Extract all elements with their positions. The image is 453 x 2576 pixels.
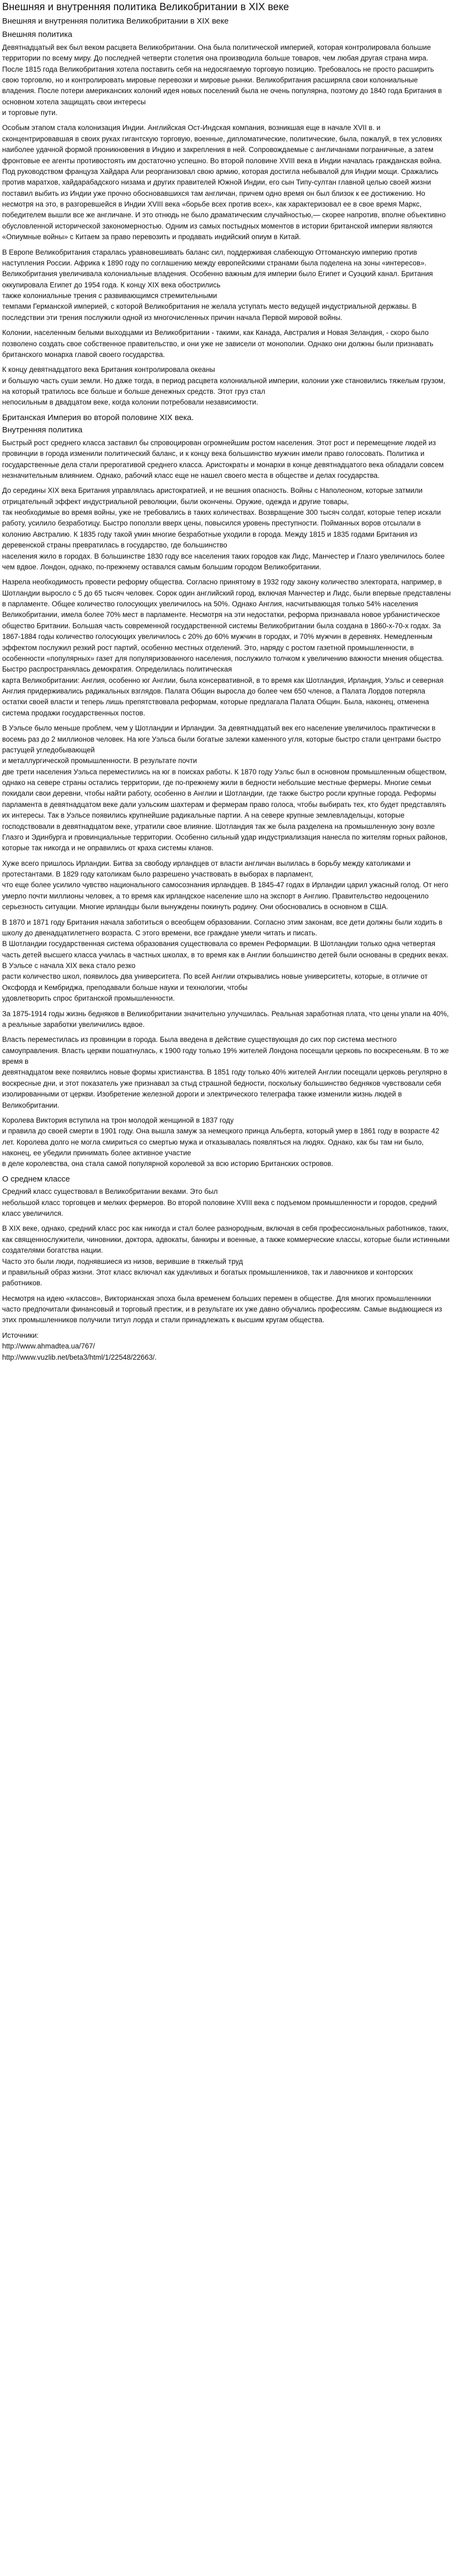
section-heading: Внутренняя политика [2,425,83,435]
paragraph: К концу девятнадцатого века Британия контролировала океаны и большую часть суши земли. Но даже тогда, в период расцвета колониальной империи, колонии уже становились тяжелым грузом, на который тратилось все больше и больше денежных средств. Этот груз стал непосильным в двадцатом веке, когда колонии потребовали независимости. [2,365,446,407]
paragraph: За 1875-1914 годы жизнь бедняков в Великобритании значительно улучшилась. Реальная заработная плата, что цены упали на 40%, а реальные заработки увеличились вдвое. [2,1009,449,1028]
paragraph: В Уэльсе было меньше проблем, чем у Шотландии и Ирландии. За девятнадцатый век его население увеличилось практически в восемь раз до 2 миллионов человек. На юге Уэльса были богатые залежи каменного угля, которые быстро стали центрами быстро растущей угледобывающей и металлургической промышленности. В результате почти две трети населения Уэльса переместились на юг в поисках работы. К 1870 году Уэльс был в основном промышленным обществом, однако на севере страны остались территории, где по-прежнему жили в бедности небольшие местные фермеры. Многие семьи покидали свои деревни, чтобы найти работу, особенно в Англии и Шотландии, где также быстро росли крупные города. Реформы парламента в девятнадцатом веке дали уэльским шахтерам и фермерам право голоса, чтобы выбирать тех, кто будет представлять их интересы. Так в Уэльсе появились крупнейшие радикальные партии. А на севере крупные землевладельцы, которые господствовали в девятнадцатом веке, утратили свое влияние. Шотландия так же была разделена на промышленную зону возле Глазго и Эдинбурга и провинциальные территории. Особенно сильный удар индустриализация нанесла по жителям горных районов, которые так никогда и не оправились от краха системы кланов. [2,724,448,852]
paragraph: Хуже всего пришлось Ирландии. Битва за свободу ирландцев от власти англичан вылилась в борьбу между католиками и протестантами. В 1829 году католикам было разрешено участвовать в выборах в парламент, что еще более усилило чувство национального самосознания ирландцев. В 1845-47 годах в Ирландии царил ужасный голод. От него умерло почти миллионы человек, а то время как ирландское население шло на экспорт в Англию. Правительство недооценило серьезность ситуации. Многие ирландцы были вынуждены покинуть родину. Они обосновались в основном в США. [2,859,449,911]
paragraph: Власть переместилась из провинции в города. Была введена в действие существующая до сих пор система местного самоуправления. Власть церкви пошатнулась, к 1900 году только 19% жителей Лондона посещали церковь по воскресеньям. В то же время в девятнадцатом веке появились новые формы христианства. В 1851 году только 40% жителей Англии посещали церковь регулярно в воскресные дни, и этот показатель уже признавал за стыд страшной бедности, поскольку большинство бедняков чувствовали себя изолированными от церкви. Изобретение железной дороги и электрического телеграфа также изменили жизнь людей в Великобритании. [2,1035,449,1109]
paragraph: В XIX веке, однако, средний класс рос как никогда и стал более разнородным, включая в себя профессиональных работников, таких, как священнослужители, чиновники, доктора, адвокаты, банкиры и военные, а также коммерческие классы, которые были истинными создателями богатства нации. Часто это были люди, поднявшиеся из низов, верившие в тяжелый труд и правильный образ жизни. Этот класс включал как удачливых и богатых промышленников, так и лавочников и конторских работников. [2,1224,450,1287]
section-domestic-policy [2,425,451,1170]
paragraph: Несмотря на идею «классов», Викторианская эпоха была временем больших перемен в обществе. Для многих промышленники часто предпочитали финансовый и торговый престиж, и в результате их уже давно обучались профессиям. Самые выдающиеся из этих промышленников получили титул лорда и стали принадлежать к высшим кругам общества. [2,1294,442,1324]
section-heading: О среднем классе [2,1174,70,1184]
paragraph: Средний класс существовал в Великобритании веками. Это был небольшой класс торговцев и мелких фермеров. Во второй половине XVIII века с подъемом промышленности и городов, средний класс увеличился. [2,1187,437,1217]
sources-block [2,1330,451,1363]
section-middle-class [2,1174,451,1326]
paragraph: Особым этапом стала колонизация Индии. Английская Ост-Индская компания, возникшая еще в начале XVII в. и сконцентрировавшая в своих руках гигантскую торговую, военные, дипломатические, политические, была, пожалуй, в тех условиях наиболее удачной формой проникновения в Индию и закрепления в ней. Сопровождаемые с англичанами пограничные, а затем фронтовые ее агенты противостоять им достаточно успешно. Во второй половине XVIII века в Индии началась гражданская война. Под руководством француза Хайдара Али реорганизовал свою армию, которая достигла небывалой для Индии мощи. Сражались против маратхов, хайдарабадского низама и других правителей Южной Индии, его сын Типу-султан главной целью своей жизни поставил выбить из Индии уже прочно обосновавшихся там англичан, причем одно время он был близок к ее достижению. Но несмотря на это, в разгоревшейся в Индии XVIII века «борьбе всех против всех», как характеризовал ее в свое время Маркс, победителем вышли все же англичане. И это отнюдь не было драматическим случайностью,— скорее напротив, вполне объективно обусловленной исторической закономерностью. Одним из самых постыдных моментов в истории британской империи являются «Опиумные войны» с Китаем за право перевозить и продавать индийский опиум в Китай. [2,124,446,241]
paragraph: До середины XIX века Британия управлялась аристократией, и не вешния опасность. Войны с Наполеоном, которые затмили отрицательный эффект индустриальной революции, были окончены. Оружие, одежда и другие товары, так необходимые во время войны, уже не требовались в таких количествах. Возвращение 300 тысяч солдат, которые тепер искали работу, усилило безработицу. Быстро поползли вверх цены, повысился уровень преступности. Пойманных воров отсылали в колонию Австралию. К 1835 году такой умин многие безработные уходили в города. Между 1815 и 1835 годами Британия из деревенской страны превратилась в государство, где большинство населения жило в городах. В большинстве 1830 году все населения таких городов как Лидс, Манчестер и Глазго увеличилось более чем вдвое. Лондон, однако, по-прежнему оставался самым большим городом Великобритании. [2,486,445,571]
section-heading: Внешняя политика [2,30,73,40]
document-subtitle: Внешняя и внутренняя политика Великобритании в XIX веке [2,16,229,26]
section-foreign-policy [2,29,451,408]
source-link: http://www.ahmadtea.ua/767/ [2,1342,95,1351]
paragraph: Колонии, населенным белыми выходцами из Великобритании - такими, как Канада, Австралия и Новая Зеландия, - скоро было позволено создать свое собственное правительство, и они уже не зависели от монополии. Однако они должны были признавать британского монарха главой своего государства. [2,329,434,359]
paragraph: Назрела необходимость провести реформу общества. Согласно принятому в 1932 году закону количество электората, например, в Шотландии выросло с 5 до 65 тысяч человек. Сорок один английский город, включая Манчестер и Лидс, были впервые представлены в парламенте. Общее количество голосующих увеличилось на 50%. Однако Англия, насчитывающая только 54% населения Великобритании, имела более 70% мест в парламенте. Несмотря на эти недостатки, реформа признавала новое урбанистическое общество Британии. Большая часть современной государственной системы Великобритании была создана в 1860-х-70-х годах. За 1867-1884 годы количество голосующих увеличилось с 20% до 60% мужчин в городах, и 70% мужчин в деревнях. Немедленным эффектом послужил резкий рост партий, особенно местных отделений. Это, наряду с ростом газетной промышленности, в особенности «популярных» газет для популяризованного населения, послужило толчком к увеличению важности мнения общества. Быстро распространялась демократия. Определилась политическая карта Великобритании: Англия, особенно юг Англии, была консервативной, в то время как Шотландия, Ирландия, Уэльс и северная Англия придерживались радикальных взглядов. Палата Общин выросла до более чем 650 членов, а Палата Лордов потеряла остатки своей власти и теперь лишь препятствовала реформам, которые предлагала Палата Общин. Была, наконец, отменена система продажи государственных постов. [2,578,451,717]
paragraph: Королева Виктория вступила на трон молодой женщиной в 1837 году и правила до своей смерти в 1901 году. Она вышла замуж за немецкого принца Альберта, который умер в 1861 году в возрасте 42 лет. Королева долго не могла смириться со смертью мужа и отказывалась появляться на людях. Однако, как бы там ни было, наконец, ее убедили принимать более активное участие в деле королевства, она стала самой популярной королевой за всю историю Британских островов. [2,1116,440,1168]
section-heading: Британская Империя во второй половине XIX века. [2,413,194,422]
paragraph: Девятнадцатый век был веком расцвета Великобритании. Она была политической империей, которая контролировала большие территории по всему миру. До последней четверти столетия она производила больше товаров, чем любая другая страна мира. После 1815 года Великобритания хотела поставить себя на недосягаемую торговую позицию. Требовалось не просто расширить свою торговлю, но и контролировать мировые перевозки и мировые рынки. Великобритания расширяла свои колониальные владения. После потери американских колоний идея новых поселений была не очень популярна, поэтому до 1840 года Британия в основном хотела защищать свои интересы и торговые пути. [2,43,442,117]
source-link: http://www.vuzlib.net/beta3/html/1/22548/22663/. [2,1353,157,1361]
paragraph: В Европе Великобритания старалась уравновешивать баланс сил, поддерживая слабеющую Оттоманскую империю против наступления России. Африка к 1890 году по соглашению между европейскими странами была поделена на зоны «интересов». Великобритания увеличивала колониальные владения. Особенно важным для империи было Египет и Суэцкий канал. Британия оккупировала Египет до 1954 года. К концу XIX века обострились также колониальные трения с развивающимся стремительными темпами Германской империей, с которой Великобритания не желала уступать место ведущей индустриальной державы. В последствии эти трения послужили одной из многочисленных причин начала Первой мировой войны. [2,248,433,322]
section-empire-caption [2,413,451,423]
document-title: Внешняя и внутренняя политика Великобритании в XIX веке [2,2,289,13]
paragraph: Быстрый рост среднего класса заставил бы спровоцирован огромнейшим ростом населения. Этот рост и перемещение людей из провинции в города изменили политический баланс, и к концу века большинство мужчин имели право голосовать. Политика и государственные дела стали прерогативой среднего класса. Аристократы и монархи в конце девятнадцатого века обладали совсем незначительным влиянием. Однако, рабочий класс еще не нашел своего места в обществе и делах государства. [2,438,444,479]
paragraph: В 1870 и 1871 году Британия начала заботиться о всеобщем образовании. Согласно этим законам, все дети должны были ходить в школу до двенадцатилетнего возраста. С этого времени, все граждане умели читать и писать. В Шотландии государственная система образования существовала со времен Реформации. В Шотландии только одна четвертая часть детей высшего класса училась в частных школах, в то время как в Англии большинство детей были основаны в средних веках. В Уэльсе с начала XIX века стало резко расти количество школ, появилось два университета. По всей Англии открывались новые университеты, которые, в отличие от Оксфорда и Кембриджа, преподавали больше науки и технологии, чтобы удовлетворить спрос британской промышленности. [2,918,449,1003]
sources-label: Источники: [2,1331,39,1339]
